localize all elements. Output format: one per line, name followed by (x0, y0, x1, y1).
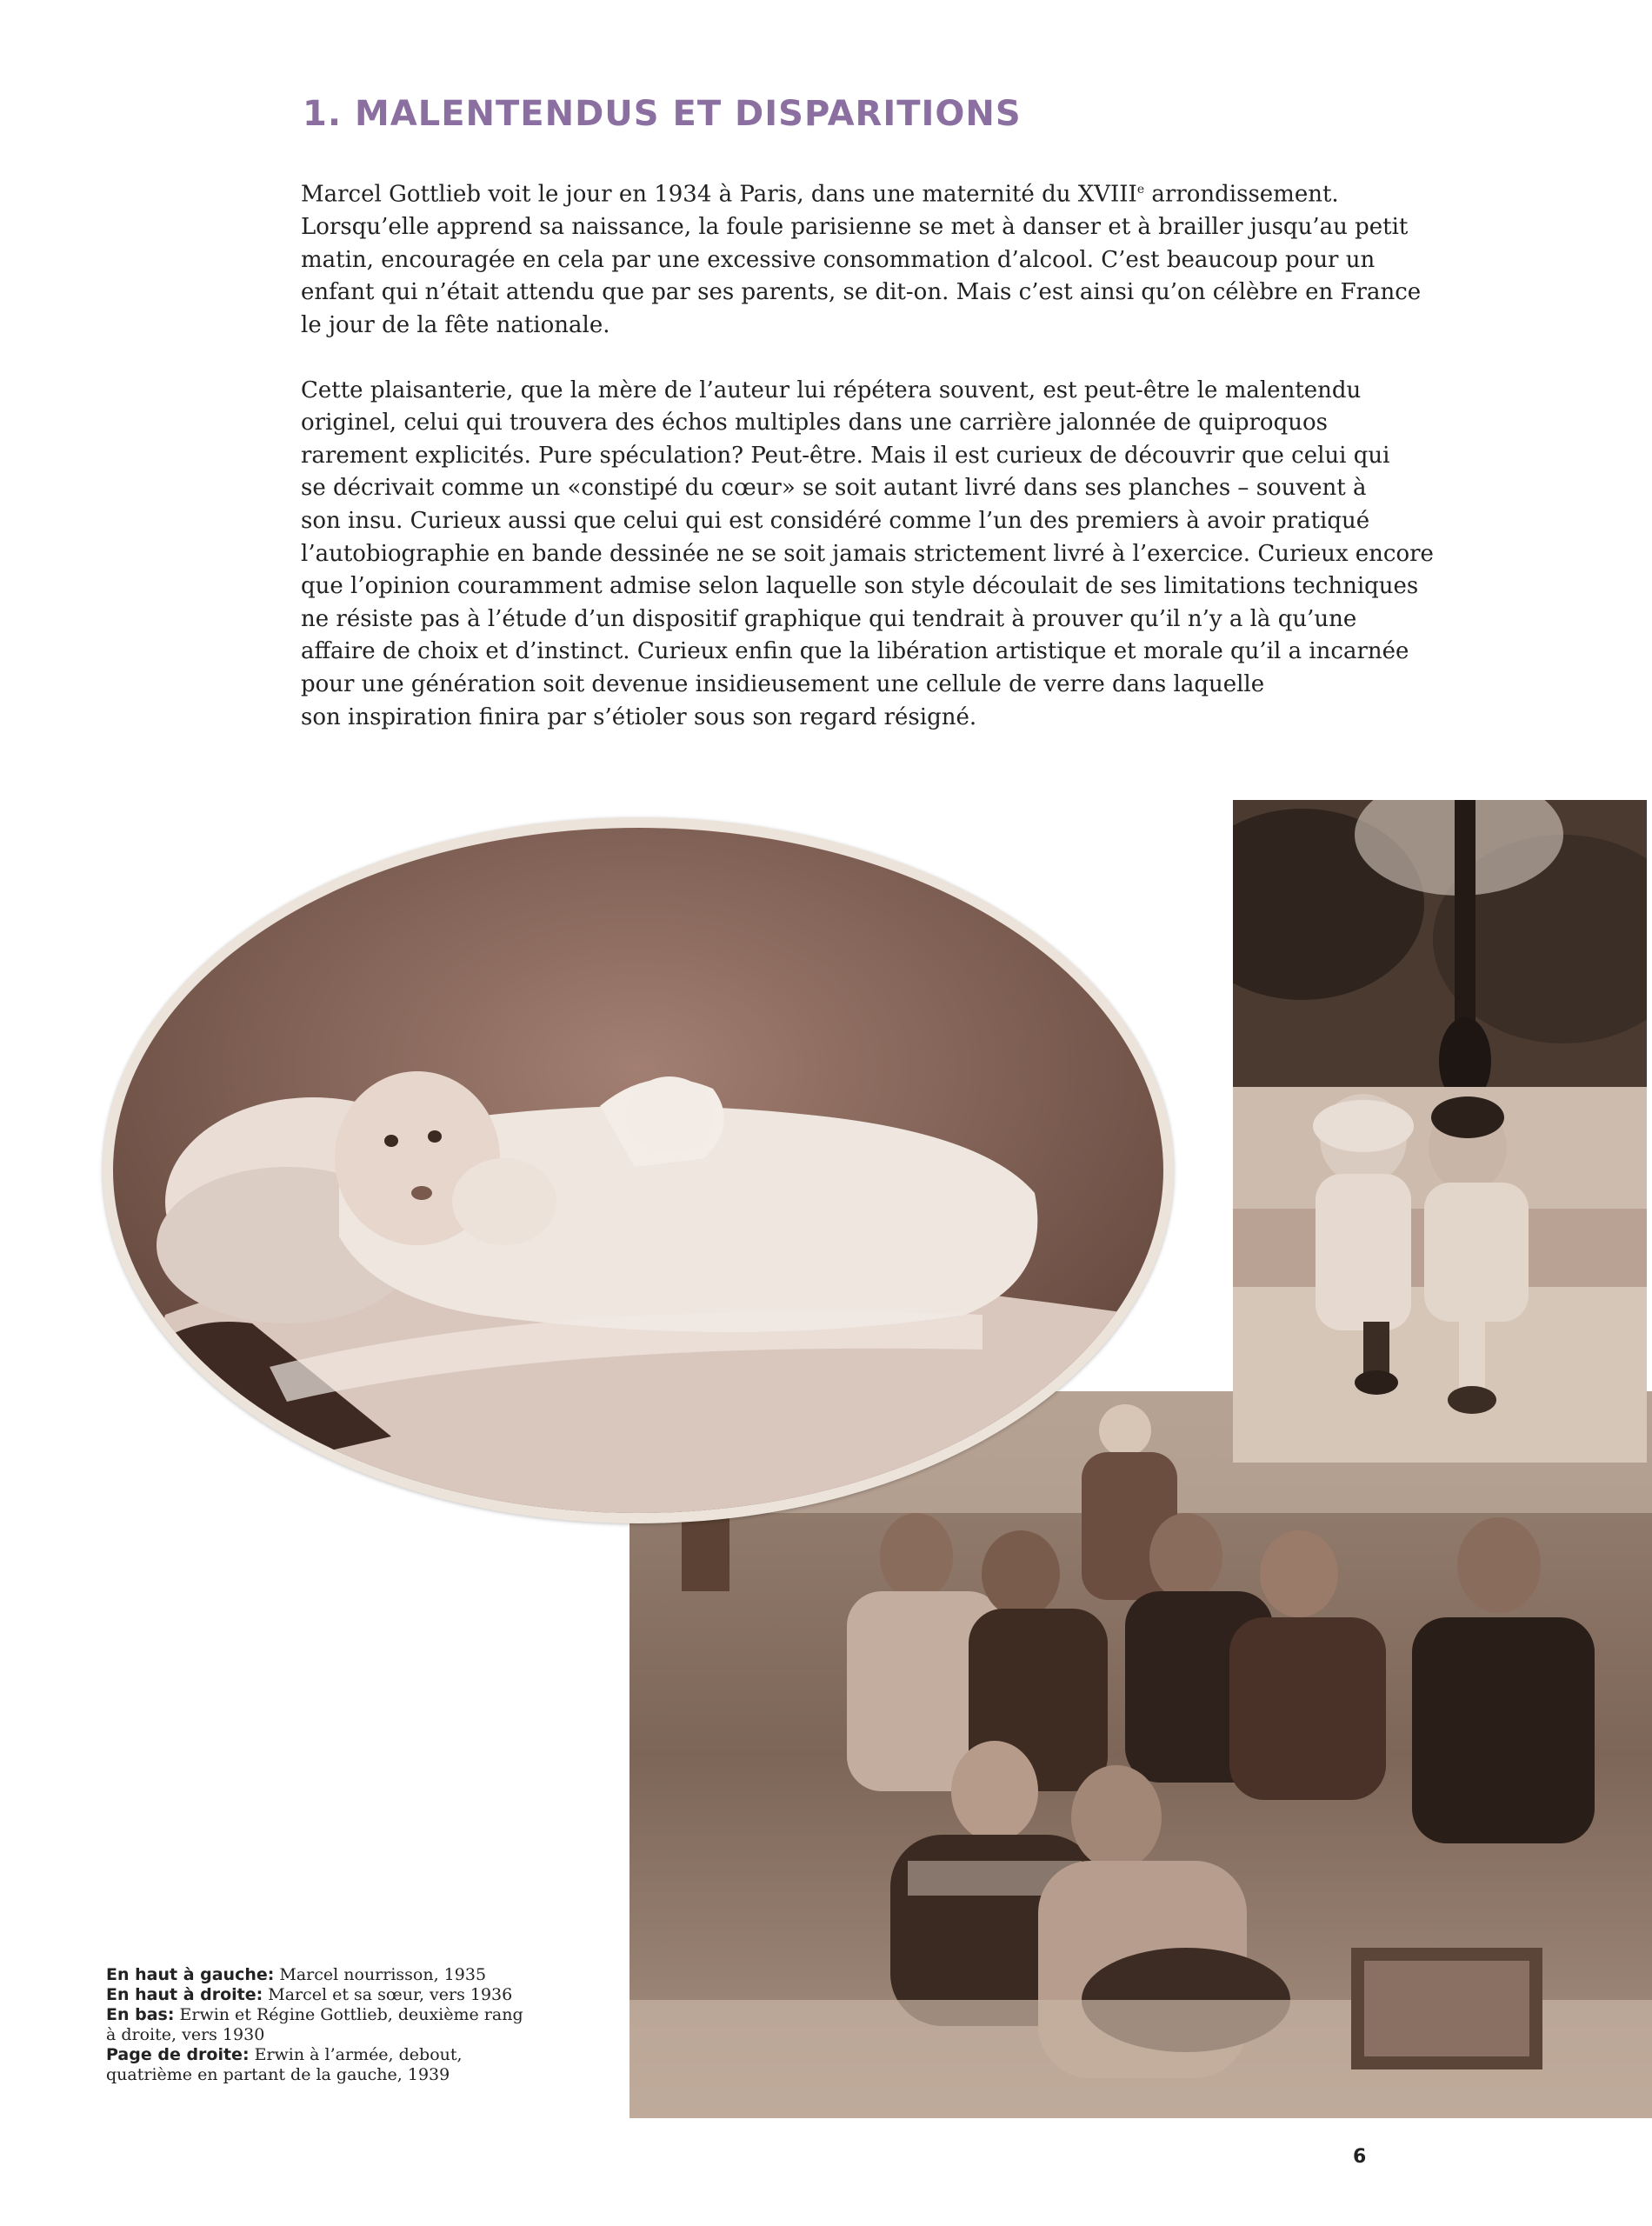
caption-text: Erwin et Régine Gottlieb, deuxième rang (174, 2005, 523, 2024)
caption-text: Erwin à l’armée, debout, (249, 2045, 463, 2064)
caption-line (106, 2045, 593, 2065)
paragraph-1-line: le jour de la fête nationale. (301, 312, 610, 339)
caption-label: En bas: (106, 2005, 175, 2024)
caption-label: En haut à gauche: (106, 1965, 275, 1984)
paragraph-2-line: l’autobiographie en bande dessinée ne se soit jamais strictement livré à l’exercice. Curieux encore (301, 540, 1434, 567)
children-photo-image (1233, 800, 1647, 1463)
text-run: arrondissement. (1144, 181, 1339, 208)
baby-photo-image (113, 828, 1163, 1513)
caption-line (106, 2005, 593, 2025)
paragraph-2-line: son inspiration finira par s’étioler sous son regard résigné. (301, 703, 977, 730)
baby-photo (103, 817, 1174, 1523)
paragraph-2-line: Cette plaisanterie, que la mère de l’auteur lui répétera souvent, est peut-être le malentendu (301, 377, 1362, 403)
paragraph-1-line: matin, encouragée en cela par une excessive consommation d’alcool. C’est beaucoup pour un (301, 246, 1376, 273)
paragraph-2-line: pour une génération soit devenue insidieusement une cellule de verre dans laquelle (301, 670, 1265, 697)
text-run: Marcel Gottlieb voit le jour en 1934 à Paris, dans une maternité du XVIII (301, 181, 1137, 208)
caption-line (106, 2065, 593, 2085)
paragraph-2-line: se décrivait comme un «constipé du cœur» se soit autant livré dans ses planches – souvent à (301, 475, 1367, 502)
body-text (301, 174, 1434, 734)
section-heading: 1. MALENTENDUS ET DISPARITIONS (303, 94, 1022, 134)
caption-label: Page de droite: (106, 2045, 250, 2064)
paragraph-1-line (301, 174, 1379, 211)
paragraph-2-line: rarement explicités. Pure spéculation? Peut-être. Mais il est curieux de découvrir que celui qui (301, 442, 1390, 469)
superscript: e (1136, 183, 1145, 197)
children-photo (1233, 800, 1647, 1463)
caption-text: Marcel nourrisson, 1935 (274, 1965, 487, 1984)
caption-line (106, 1985, 593, 2005)
paragraph-1-line: enfant qui n’était attendu que par ses parents, se dit-on. Mais c’est ainsi qu’on célèbre en France (301, 279, 1422, 306)
paragraph-gap (301, 343, 1379, 375)
paragraph-1-line: Lorsqu’elle apprend sa naissance, la foule parisienne se met à danser et à brailler jusqu’au petit (301, 214, 1409, 241)
page-number: 6 (1353, 2146, 1367, 2168)
caption-text: Marcel et sa sœur, vers 1936 (263, 1985, 513, 2004)
baby-photo-frame (113, 828, 1163, 1513)
photo-captions (106, 1965, 593, 2085)
paragraph-2-line: ne résiste pas à l’étude d’un dispositif graphique qui tendrait à prouver qu’il n’y a là qu’une (301, 605, 1357, 632)
paragraph-2-line: affaire de choix et d’instinct. Curieux enfin que la libération artistique et morale qu’il a incarnée (301, 638, 1409, 665)
caption-label: En haut à droite: (106, 1985, 263, 2004)
caption-line (106, 2025, 593, 2045)
caption-text: à droite, vers 1930 (106, 2025, 265, 2044)
caption-text: quatrième en partant de la gauche, 1939 (106, 2065, 450, 2084)
paragraph-2-line: originel, celui qui trouvera des échos multiples dans une carrière jalonnée de quiproquos (301, 410, 1328, 437)
paragraph-2-line: son insu. Curieux aussi que celui qui est considéré comme l’un des premiers à avoir pratiqué (301, 508, 1370, 534)
caption-line (106, 1965, 593, 1985)
paragraph-2-line: que l’opinion couramment admise selon laquelle son style découlait de ses limitations techniques (301, 573, 1419, 600)
